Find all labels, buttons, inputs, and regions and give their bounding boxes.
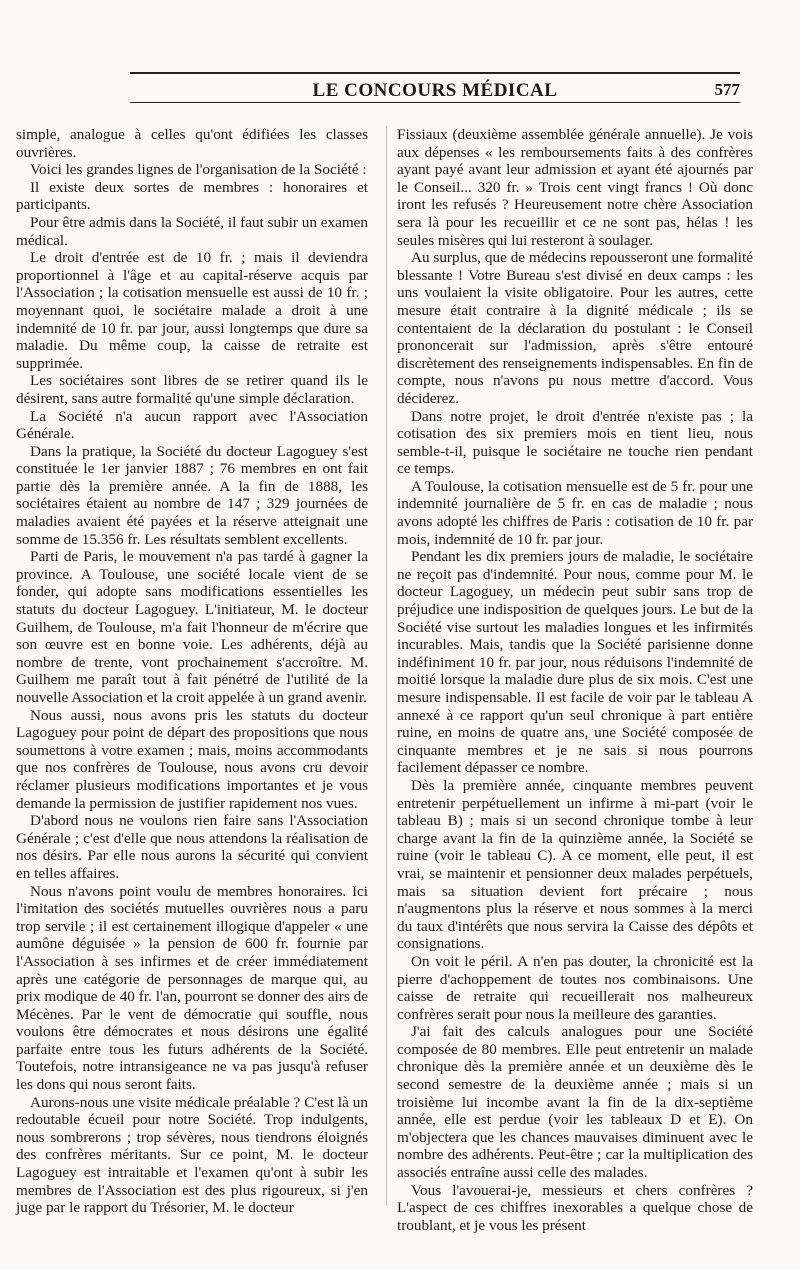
paragraph: J'ai fait des calculs analogues pour une Société composée de 80 membres. Elle peut entretenir un malade chronique dès la première année et un deuxième dès le second semestre de la deuxième année ; mais si un troisième lui incombe avant la fin de la dix-septième année, elle est perdue (voir les tableaux D et E). On m'objectera que les chances mauvaises diminuent avec le nombre des adhérents. Peut-être ; car la multiplication des associés entraîne aussi celle des malades. xyxy=(397,1023,753,1182)
column-divider xyxy=(386,126,387,1206)
paragraph: Fissiaux (deuxième assemblée générale annuelle). Je vois aux dépenses « les remboursements faits à des confrères ayant payé avant leur admission et ayant été ajournés par le Conseil... 320 fr. » Trois cent vingt francs ! Où donc iront les refusés ? Heureusement notre chère Association sera là pour les recueillir et ce ne sont pas, hélas ! les seules misères qui lui resteront à soulager. xyxy=(397,126,753,249)
paragraph: Pour être admis dans la Société, il faut subir un examen médical. xyxy=(16,213,368,249)
paragraph: simple, analogue à celles qu'ont édifiées les classes ouvrières. xyxy=(16,126,368,161)
paragraph: Dans la pratique, la Société du docteur Lagoguey s'est constituée le 1er janvier 1887 ; 76 membres en ont fait partie dès la première année. A la fin de 1888, les sociétaires étaient au nombre de 147 ; 329 journées de maladies avaient été payées et la réserve atteignait une somme de 15.356 fr. Les résultats semblent excellents. xyxy=(16,442,368,548)
page-number: 577 xyxy=(714,80,740,99)
paragraph: A Toulouse, la cotisation mensuelle est de 5 fr. pour une indemnité journalière de 5 fr. en cas de maladie ; nous avons adopté les chiffres de Paris : cotisation de 10 fr. par mois, indemnité de 10 fr. par jour. xyxy=(397,477,753,548)
paragraph: Dans notre projet, le droit d'entrée n'existe pas ; la cotisation des six premiers mois en tient lieu, nous semble-t-il, puisque le sociétaire ne touche rien pendant ce temps. xyxy=(397,407,753,478)
left-column xyxy=(16,126,368,1217)
paragraph: Parti de Paris, le mouvement n'a pas tardé à gagner la province. A Toulouse, une société locale vient de se fonder, qui adopte sans modifications essentielles les statuts du docteur Lagoguey. L'initiateur, M. le docteur Guilhem, de Toulouse, m'a fait l'honneur de m'écrire que son œuvre est en bonne voie. Les adhérents, déjà au nombre de trente, vont prochainement s'accroître. M. Guilhem me paraît tout à fait pénétré de l'utilité de la nouvelle Association et la croit appelée à un grand avenir. xyxy=(16,548,368,706)
header-top-rule xyxy=(130,72,740,74)
paragraph: On voit le péril. A n'en pas douter, la chronicité est la pierre d'achoppement de toutes nos combinaisons. Une caisse de retraite qui recueillerait nos malheureux confrères serait pour nous la meilleure des garanties. xyxy=(397,952,753,1023)
page-header xyxy=(130,72,740,102)
paragraph: D'abord nous ne voulons rien faire sans l'Association Générale ; c'est d'elle que nous attendons la réalisation de nos désirs. Par elle nous aurons la sécurité qui convient en telles affaires. xyxy=(16,812,368,882)
paragraph: Vous l'avouerai-je, messieurs et chers confrères ? L'aspect de ces chiffres inexorables a quelque chose de troublant, et je vous les présent xyxy=(397,1181,753,1234)
paragraph: Aurons-nous une visite médicale préalable ? C'est là un redoutable écueil pour notre Société. Trop indulgents, nous sombrerons ; trop sévères, nous tiendrons éloignés des confrères méritants. Sur ce point, M. le docteur Lagoguey est intraitable et l'examen qu'ont à subir les membres de l'Association est des plus rigoureux, si j'en juge par le rapport du Trésorier, M. le docteur xyxy=(16,1093,368,1217)
paragraph: Il existe deux sortes de membres : honoraires et participants. xyxy=(16,178,368,214)
paragraph: Au surplus, que de médecins repousseront une formalité blessante ! Votre Bureau s'est divisé en deux camps : les uns voulaient la visite obligatoire. Pour les autres, cette mesure était contraire à la dignité médicale ; ils se contentaient de la déclaration du postulant : le Conseil prononcerait sur l'admission, après s'être entouré discrètement des renseignements indispensables. En fin de compte, nous n'avons pu nous mettre d'accord. Vous déciderez. xyxy=(397,249,753,407)
paragraph: Nous aussi, nous avons pris les statuts du docteur Lagoguey pour point de départ des propositions que nous soumettons à votre examen ; mais, moins accommodants que nos confrères de Toulouse, nous avons cru devoir réclamer plusieurs modifications importantes et je vous demande la permission de justifier rapidement nos vues. xyxy=(16,706,368,812)
paragraph: Les sociétaires sont libres de se retirer quand ils le désirent, sans autre formalité qu'une simple déclaration. xyxy=(16,372,368,407)
paragraph: Dès la première année, cinquante membres peuvent entretenir perpétuellement un infirme à mi-part (voir le tableau B) ; mais si un second chronique tombe à leur charge avant la fin de la quinzième année, la Société se ruine (voir le tableau C). A ce moment, elle peut, il est vrai, se maintenir et pensionner deux malades perpétuels, mais sa situation devient fort précaire ; nous n'augmentons plus la réserve et nous sommes à la merci du taux d'intérêts que nous servira la Caisse des dépôts et consignations. xyxy=(397,776,753,953)
right-column xyxy=(397,126,753,1234)
paragraph: La Société n'a aucun rapport avec l'Association Générale. xyxy=(16,407,368,443)
paragraph: Le droit d'entrée est de 10 fr. ; mais il deviendra proportionnel à l'âge et au capital-réserve acquis par l'Association ; la cotisation mensuelle est aussi de 10 fr. ; moyennant quoi, le sociétaire malade a droit à une indemnité de 10 fr. par jour, aussi longtemps que dure sa maladie. Du même coup, la caisse de retraite est supprimée. xyxy=(16,249,368,372)
header-bottom-rule xyxy=(130,102,740,103)
paragraph: Pendant les dix premiers jours de maladie, le sociétaire ne reçoit pas d'indemnité. Pour nous, comme pour M. le docteur Lagoguey, un médecin peut subir sans trop de préjudice une indisposition de quelques jours. Le but de la Société vise surtout les maladies longues et les infirmités incurables. Mais, tandis que la Société parisienne donne indéfiniment 10 fr. par jour, nous réduisons l'indemnité de moitié lorsque la maladie dure plus de six mois. C'est une mesure indispensable. Il est facile de voir par le tableau A annexé à ce rapport qu'un seul chronique à part entière ruine, en moins de quatre ans, une Société composée de cinquante membres et je ne sais si nous pourrons facilement dépasser ce nombre. xyxy=(397,548,753,777)
journal-title: LE CONCOURS MÉDICAL xyxy=(312,80,558,101)
paragraph: Nous n'avons point voulu de membres honoraires. Ici l'imitation des sociétés mutuelles ouvrières nous a paru trop servile ; il est certainement illogique d'appeler « une aumône déguisée » la pension de 600 fr. fournie par l'Association à ses infirmes et de créer immédiatement après une catégorie de personnages de marque qui, au prix modique de 40 fr. l'an, pourront se donner des airs de Mécènes. Par le vent de démocratie qui souffle, nous voulons être démocrates et nous désirons une égalité parfaite entre tous les futurs adhérents de la Société. Toutefois, notre intransigeance ne va pas jusqu'à refuser les dons qui nous seront faits. xyxy=(16,882,368,1094)
paragraph: Voici les grandes lignes de l'organisation de la Société : xyxy=(30,161,367,179)
